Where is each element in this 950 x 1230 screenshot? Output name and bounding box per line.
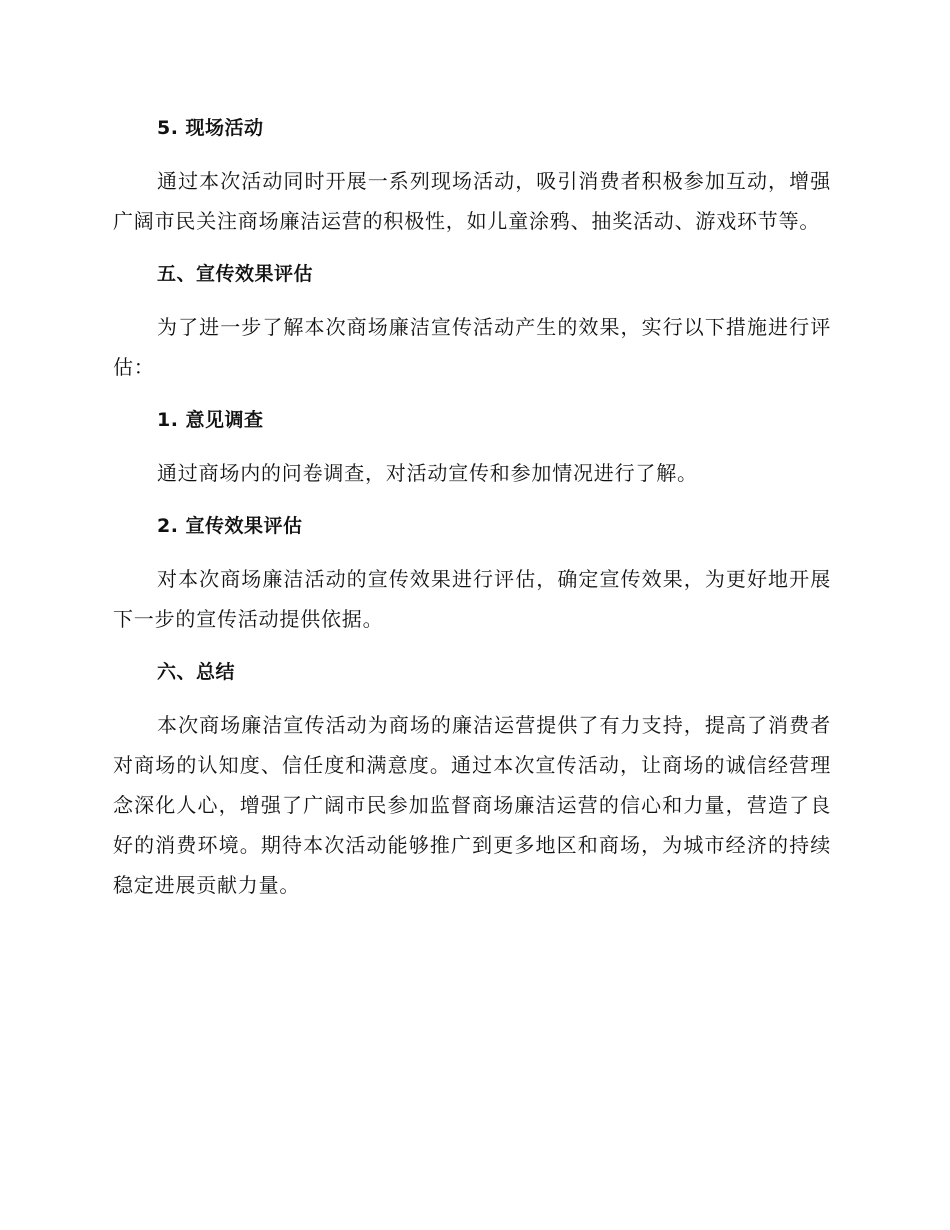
section-heading-opinion-survey: 1. 意见调查 (157, 409, 264, 431)
paragraph-summary: 本次商场廉洁宣传活动为商场的廉洁运营提供了有力支持，提高了消费者对商场的认知度、信任度和满意度。通过本次宣传活动，让商场的诚信经营理念深化人心，增强了广阔市民参加监督商场廉洁运营的信心和力量，营造了良好的消费环境。期待本次活动能够推广到更多地区和商场，为城市经济的持续稳定进展贡献力量。 (113, 713, 831, 897)
paragraph-effect-evaluation: 为了进一步了解本次商场廉洁宣传活动产生的效果，实行以下措施进行评估： (113, 315, 831, 379)
section-heading-onsite-activities: 5. 现场活动 (157, 117, 264, 139)
section-heading-effect-evaluation: 五、宣传效果评估 (157, 263, 314, 285)
paragraph-publicity-evaluation: 对本次商场廉洁活动的宣传效果进行评估，确定宣传效果，为更好地开展下一步的宣传活动提供依据。 (113, 567, 831, 631)
paragraph-opinion-survey: 通过商场内的问卷调查，对活动宣传和参加情况进行了解。 (157, 461, 698, 485)
document-body (113, 110, 831, 905)
section-heading-summary: 六、总结 (157, 661, 236, 683)
section-heading-publicity-evaluation: 2. 宣传效果评估 (157, 515, 303, 537)
paragraph-onsite-activities: 通过本次活动同时开展一系列现场活动，吸引消费者积极参加互动，增强广阔市民关注商场廉洁运营的积极性，如儿童涂鸦、抽奖活动、游戏环节等。 (113, 169, 831, 233)
